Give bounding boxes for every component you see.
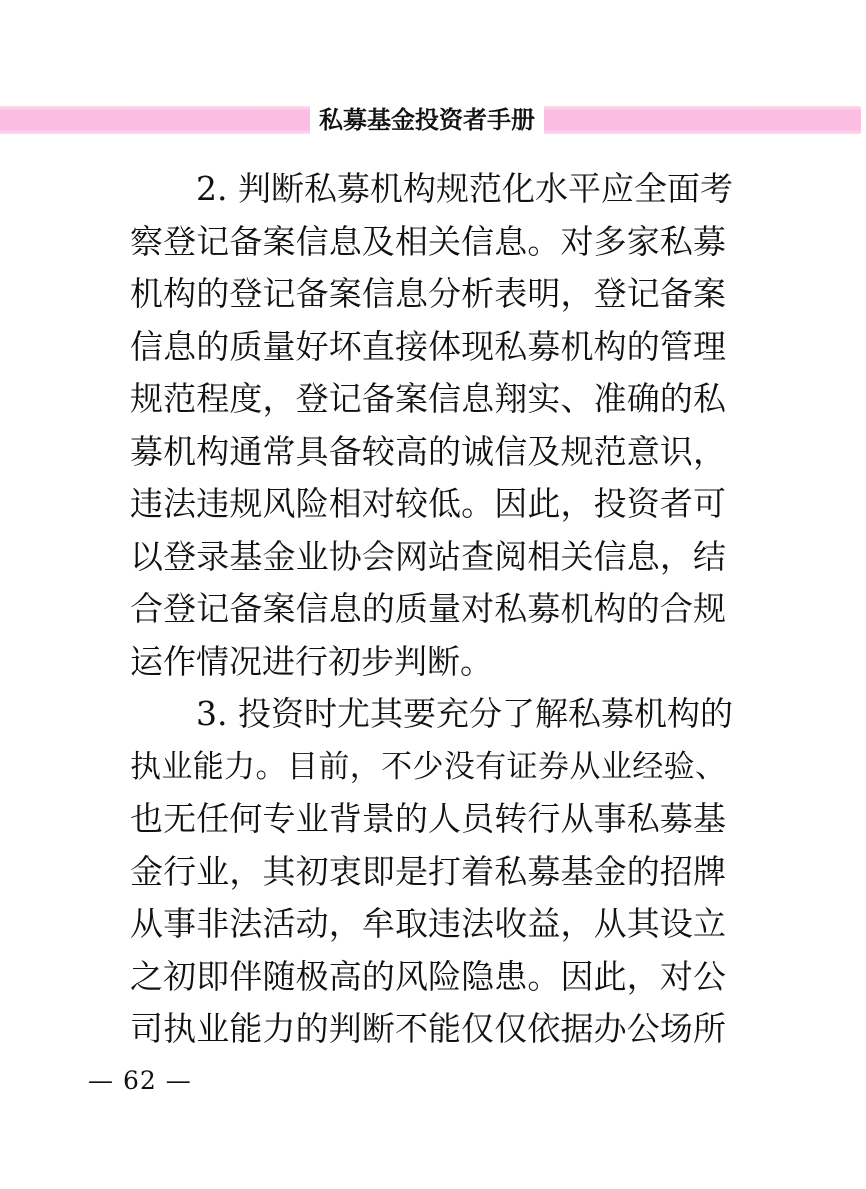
body-text-line: 以登录基金业协会网站查阅相关信息，结 [130,536,726,576]
body-text-line: 违法违规风险相对较低。因此，投资者可 [130,484,726,523]
header-rule-right [544,106,861,134]
body-text-line: 金行业，其初衷即是打着私募基金的招牌 [130,851,726,891]
body-text-line: 机构的登记备案信息分析表明，登记备案 [130,274,726,313]
body-text-line: 也无任何专业背景的人员转行从事私募基 [130,799,726,838]
body-text-line: 2. 判断私募机构规范化水平应全面考 [196,169,733,208]
body-text [130,163,733,1056]
body-text-line: 执业能力。目前，不少没有证券从业经验、 [130,748,726,785]
body-text-line: 从事非法活动，牟取违法收益，从其设立 [130,904,726,943]
body-text-line: 察登记备案信息及相关信息。对多家私募 [130,221,726,261]
page-number: — 62 — [88,1066,192,1095]
running-head-title: 私募基金投资者手册 [319,105,535,134]
body-text-line: 信息的质量好坏直接体现私募机构的管理 [130,326,726,366]
body-text-line: 规范程度，登记备案信息翔实、准确的私 [130,379,726,418]
body-text-line: 运作情况进行初步判断。 [130,641,493,681]
body-text-line: 合登记备案信息的质量对私募机构的合规 [130,589,726,628]
header-rule-left [0,106,310,134]
body-text-line: 司执业能力的判断不能仅仅依据办公场所 [130,1009,726,1048]
body-text-line: 3. 投资时尤其要充分了解私募机构的 [196,694,733,733]
body-text-line: 募机构通常具备较高的诚信及规范意识， [130,431,726,471]
body-text-line: 之初即伴随极高的风险隐患。因此，对公 [130,956,726,996]
